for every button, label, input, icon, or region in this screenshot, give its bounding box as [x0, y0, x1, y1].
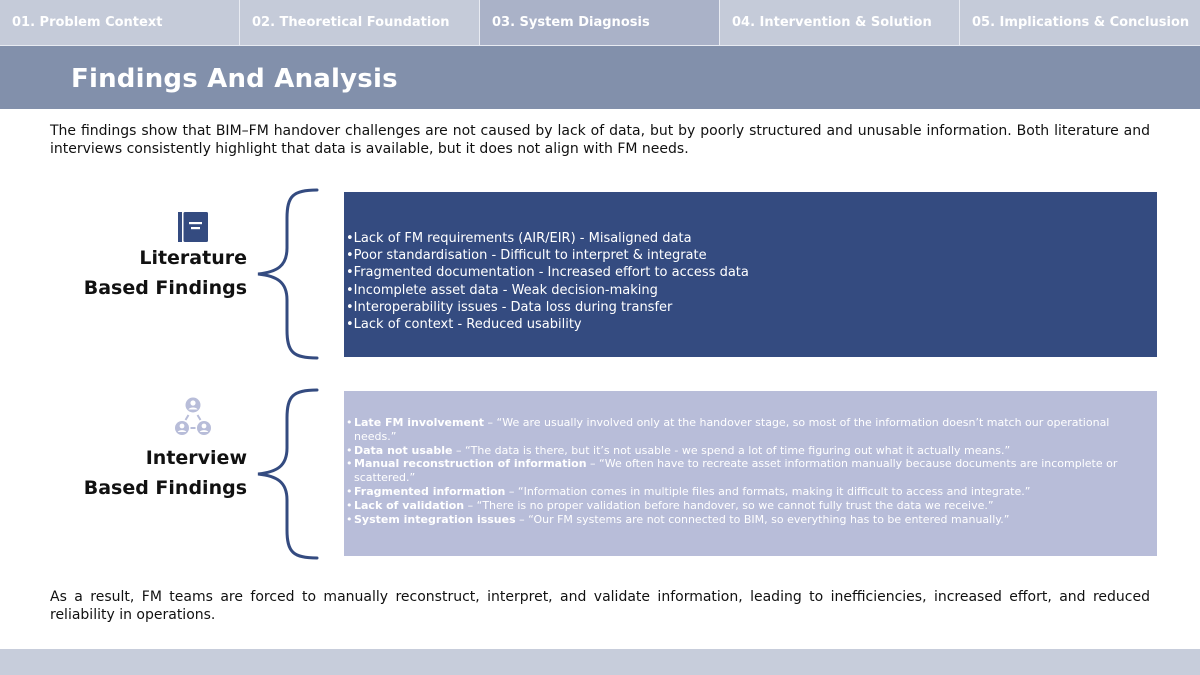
literature-findings-box	[344, 192, 1157, 357]
literature-findings-label: Literature Based Findings	[83, 247, 247, 299]
footer-bar	[0, 649, 1200, 675]
interview-findings-label: Interview Based Findings	[83, 447, 247, 499]
list-item: • System integration issues – “Our FM systems are not connected to BIM, so everything has to be entered manually.”	[346, 513, 1157, 527]
list-item: • Incomplete asset data - Weak decision-making	[346, 282, 1157, 299]
interview-brace	[253, 388, 323, 560]
tab-system-diagnosis[interactable]: 03. System Diagnosis	[480, 0, 720, 46]
list-item: • Manual reconstruction of information – “We often have to recreate asset information manually because documents are incomplete or scattered.”	[346, 457, 1157, 485]
list-item: • Poor standardisation - Difficult to interpret & integrate	[346, 247, 1157, 264]
people-network-icon	[174, 396, 212, 436]
tab-implications-conclusion[interactable]: 05. Implications & Conclusion	[960, 0, 1200, 46]
tab-theoretical-foundation[interactable]: 02. Theoretical Foundation	[240, 0, 480, 46]
conclusion-paragraph: As a result, FM teams are forced to manually reconstruct, interpret, and validate information, leading to inefficiencies, increased effort, and reduced reliability in operations.	[50, 589, 1150, 623]
list-item: • Late FM involvement – “We are usually involved only at the handover stage, so most of the information doesn’t match our operational needs.”	[346, 416, 1157, 444]
book-icon	[177, 211, 209, 243]
section-tabs	[0, 0, 1200, 46]
list-item: • Lack of FM requirements (AIR/EIR) - Misaligned data	[346, 230, 1157, 247]
list-item: • Lack of context - Reduced usability	[346, 316, 1157, 333]
title-bar	[0, 46, 1200, 109]
interview-findings-box	[344, 391, 1157, 556]
list-item: • Lack of validation – “There is no proper validation before handover, so we cannot fully trust the data we receive.”	[346, 499, 1157, 513]
list-item: • Data not usable – “The data is there, but it’s not usable - we spend a lot of time figuring out what it actually means.”	[346, 444, 1157, 458]
literature-brace	[253, 188, 323, 360]
tab-problem-context[interactable]: 01. Problem Context	[0, 0, 240, 46]
list-item: • Interoperability issues - Data loss during transfer	[346, 299, 1157, 316]
tab-intervention-solution[interactable]: 04. Intervention & Solution	[720, 0, 960, 46]
interview-findings-list	[346, 416, 1157, 526]
page-title: Findings And Analysis	[71, 64, 398, 94]
intro-paragraph: The findings show that BIM–FM handover challenges are not caused by lack of data, but by poorly structured and unusable information. Both literature and interviews consistently highlight that data is available, but it does not align with FM needs.	[50, 123, 1150, 157]
literature-findings-list	[346, 230, 1157, 333]
list-item: • Fragmented documentation - Increased effort to access data	[346, 264, 1157, 281]
list-item: • Fragmented information – “Information comes in multiple files and formats, making it difficult to access and integrate.”	[346, 485, 1157, 499]
